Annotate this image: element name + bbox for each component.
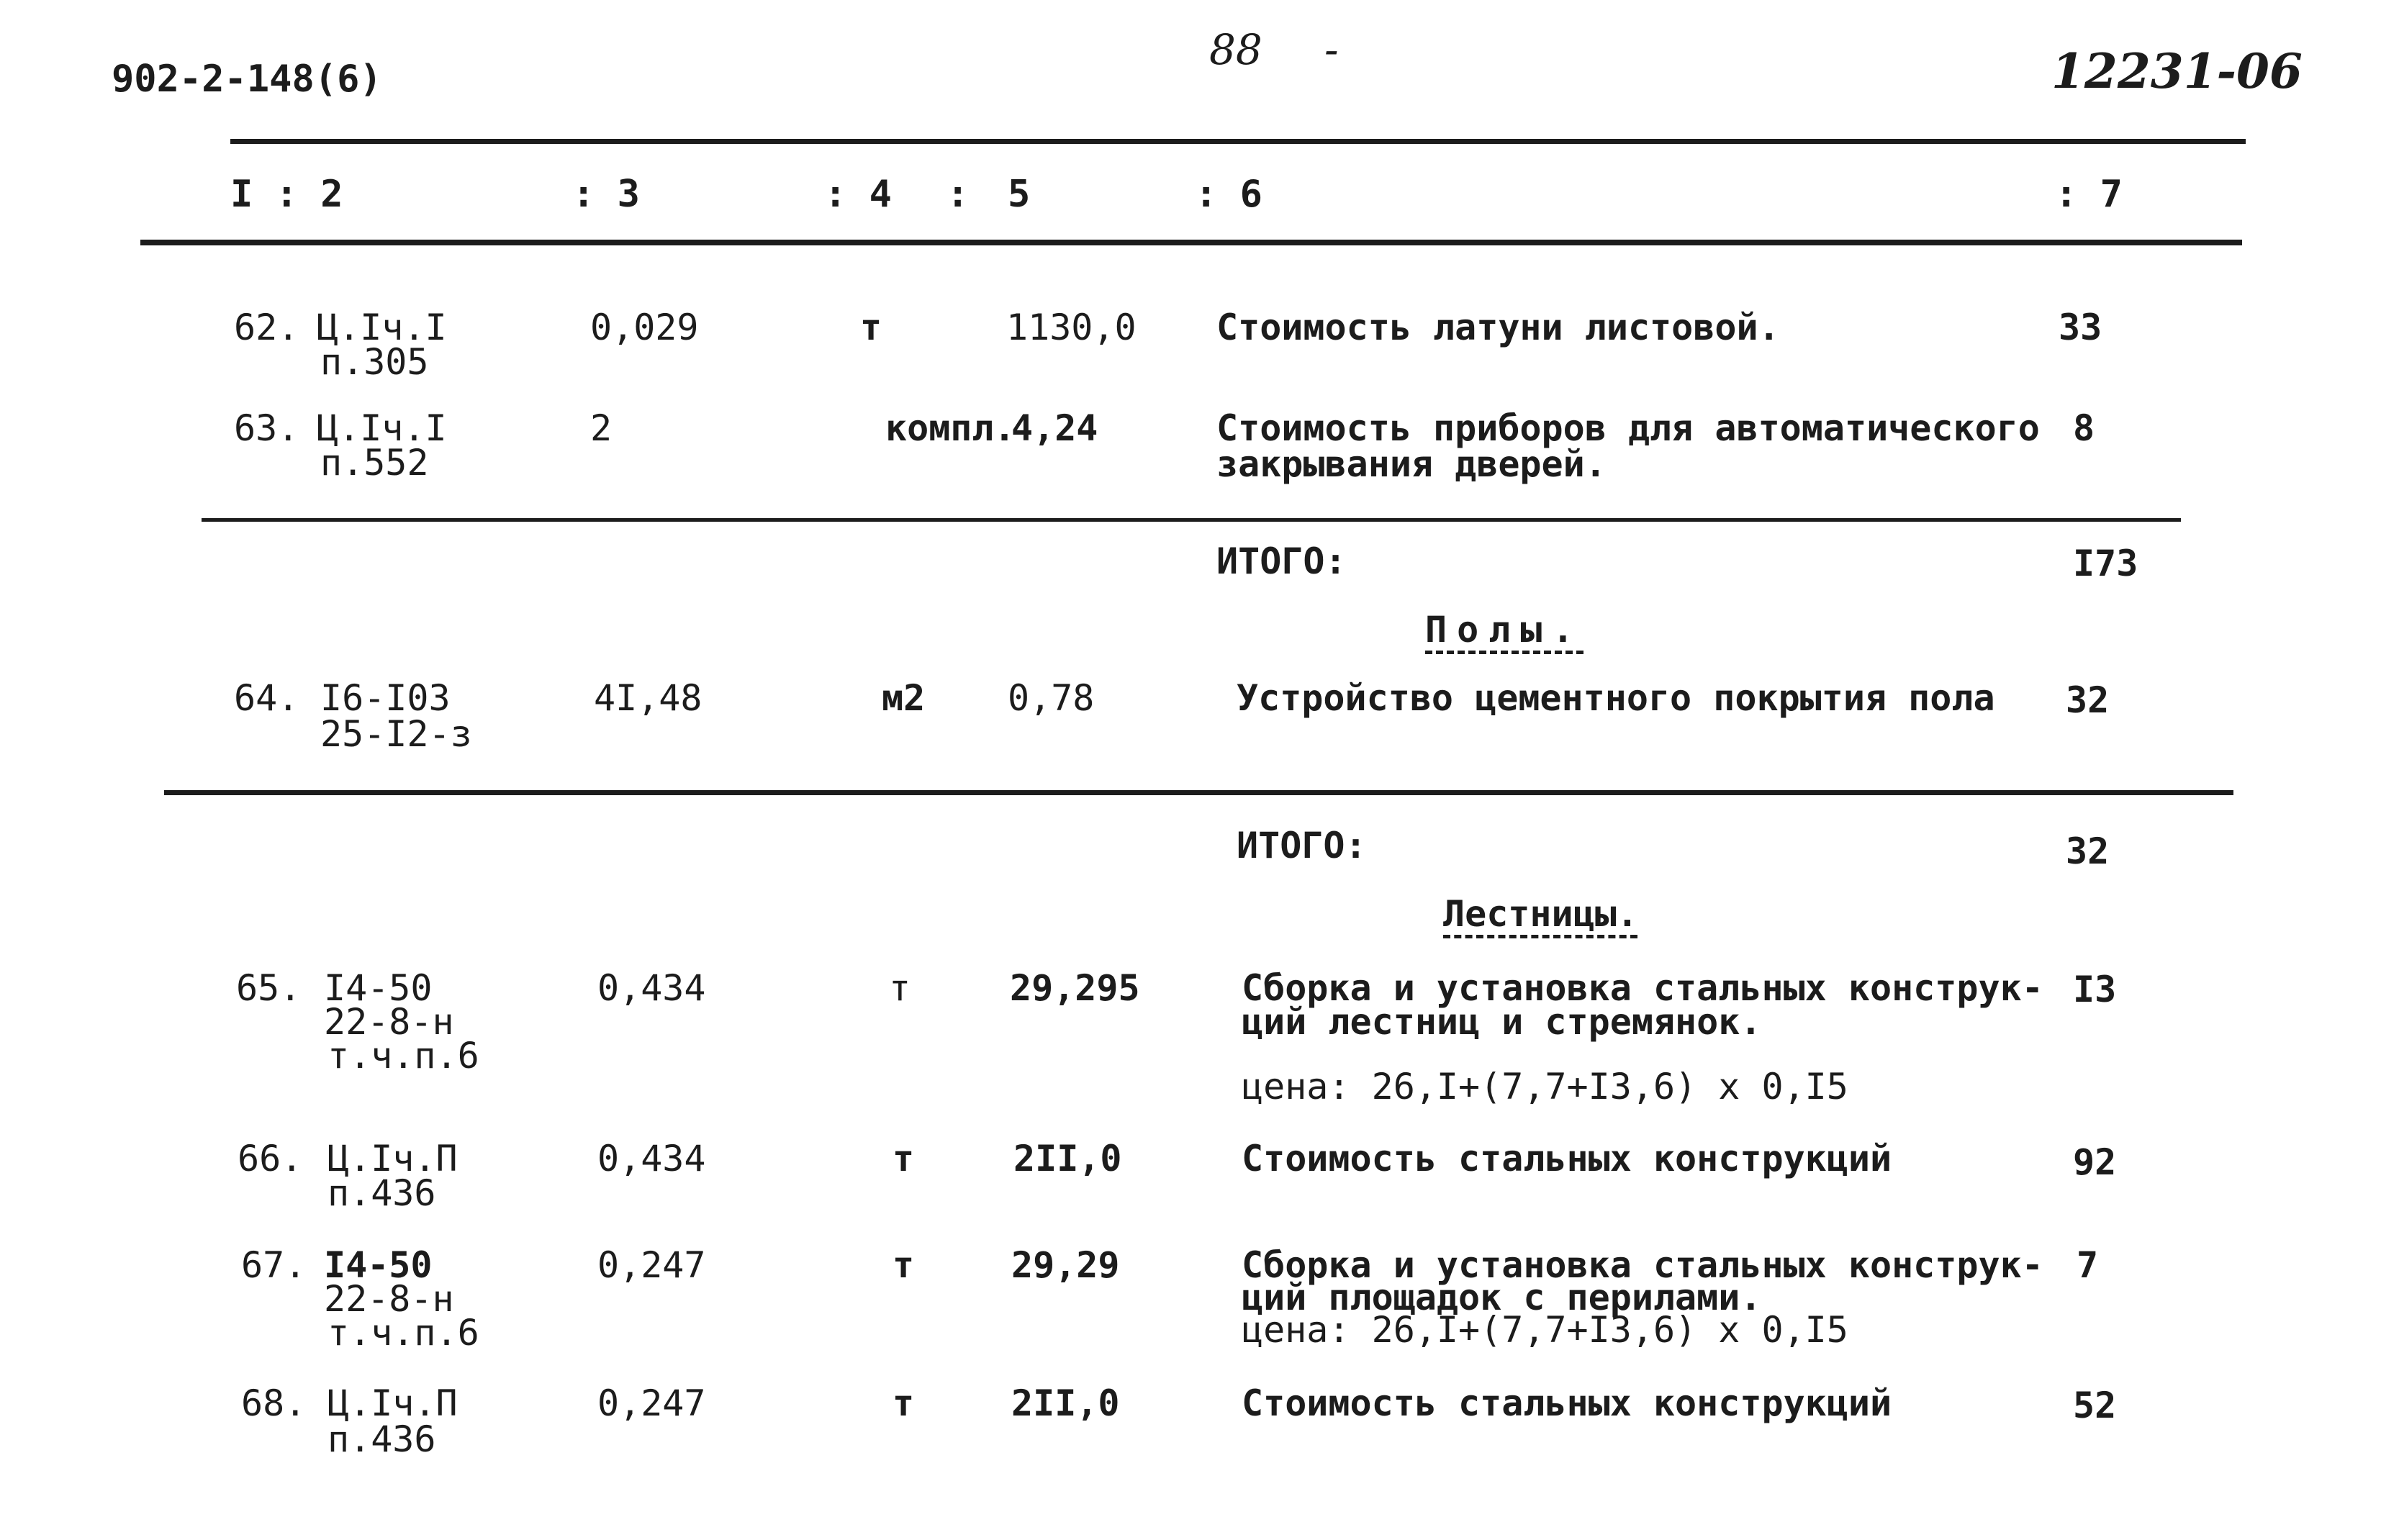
subtotal-label: ИТОГО:: [1216, 540, 1347, 582]
row-number: 68.: [241, 1382, 307, 1424]
row-code: Ц.Iч.П: [327, 1382, 458, 1424]
row-unit-price: 0,78: [1008, 677, 1095, 719]
row-code: I4-50: [324, 1244, 433, 1286]
row-code-line3: т.ч.п.6: [327, 1035, 479, 1077]
header-top-rule: [230, 139, 2246, 144]
header-bottom-rule: [140, 240, 2242, 245]
column-header-5: 5: [1008, 173, 1031, 216]
row-code: I6-I03: [320, 677, 451, 719]
row-quantity: 0,247: [597, 1244, 706, 1286]
row-unit-price: 29,29: [1011, 1244, 1120, 1286]
row-description: Стоимость стальных конструкций: [1242, 1382, 1892, 1424]
column-header-4: : 4: [824, 173, 892, 216]
row-code-line2: п.436: [327, 1418, 436, 1460]
row-total: 8: [2073, 407, 2095, 449]
column-header-2: I : 2: [230, 173, 343, 216]
row-quantity: 0,434: [597, 967, 706, 1009]
row-code-line3: т.ч.п.6: [327, 1312, 479, 1354]
row-description: Устройство цементного покрытия пола: [1237, 677, 1995, 719]
subtotal-value: 32: [2066, 830, 2110, 872]
row-description: Стоимость латуни листовой.: [1216, 307, 1780, 348]
row-quantity: 0,434: [597, 1138, 706, 1179]
row-quantity: 0,029: [590, 307, 699, 348]
document-code: 902-2-148(6): [112, 58, 382, 101]
row-description: Сборка и установка стальных конструк-: [1242, 967, 2043, 1009]
row-total: 32: [2066, 679, 2110, 721]
row-number: 62.: [234, 307, 299, 348]
subtotal-rule: [202, 518, 2181, 522]
row-unit: т: [860, 307, 882, 348]
row-unit: т: [889, 967, 911, 1009]
row-number: 67.: [241, 1244, 307, 1286]
row-total: 52: [2073, 1385, 2117, 1426]
row-quantity: 0,247: [597, 1382, 706, 1424]
row-unit: м2: [882, 677, 926, 719]
row-total: 7: [2077, 1244, 2099, 1286]
row-number: 64.: [234, 677, 299, 719]
row-code-line2: п.436: [327, 1172, 436, 1214]
column-header-3: : 3: [572, 173, 640, 216]
column-header-5-separator: :: [946, 173, 970, 216]
subtotal-value: I73: [2073, 543, 2138, 584]
page-number: 88: [1209, 25, 1262, 74]
row-total: 33: [2059, 307, 2102, 348]
row-unit-price: 29,295: [1010, 967, 1140, 1009]
section-title-stairs: Лестницы.: [1443, 893, 1638, 935]
row-code-line2: 25-I2-з: [320, 713, 472, 755]
row-code: Ц.Iч.I: [317, 407, 447, 449]
row-number: 65.: [236, 967, 302, 1009]
row-code-line2: 22-8-н: [324, 1278, 454, 1320]
row-quantity: 2: [590, 407, 613, 449]
row-number: 63.: [234, 407, 299, 449]
row-unit: т: [893, 1138, 915, 1179]
section-rule: [164, 790, 2233, 795]
row-unit: т: [893, 1244, 915, 1286]
column-header-7: : 7: [2055, 173, 2123, 216]
row-code-line2: п.305: [320, 341, 429, 383]
page-dash: -: [1324, 25, 1339, 74]
row-code-line2: п.552: [320, 442, 429, 484]
row-description-line2: ций площадок с перилами.: [1242, 1277, 1762, 1318]
row-description-line2: закрывания дверей.: [1216, 443, 1607, 485]
row-unit-price: 4,24: [1011, 407, 1098, 449]
row-code: Ц.Iч.I: [317, 307, 447, 348]
row-code: Ц.Iч.П: [327, 1138, 458, 1179]
row-description-line2: ций лестниц и стремянок.: [1242, 1001, 1762, 1043]
row-unit: т: [893, 1382, 915, 1424]
section-title-floors: Полы.: [1425, 609, 1584, 651]
row-unit-price: 2II,0: [1011, 1382, 1120, 1424]
row-description: Стоимость приборов для автоматического: [1216, 407, 2040, 449]
row-unit: компл.: [885, 407, 1016, 449]
row-number: 66.: [238, 1138, 303, 1179]
row-total: I3: [2073, 969, 2117, 1010]
column-header-6: : 6: [1195, 173, 1262, 216]
row-price-formula: цена: 26,I+(7,7+I3,6) x 0,I5: [1242, 1066, 1848, 1108]
sheet-code: 12231-06: [2051, 43, 2303, 99]
row-unit-price: 1130,0: [1006, 307, 1137, 348]
row-price-formula: цена: 26,I+(7,7+I3,6) x 0,I5: [1242, 1309, 1848, 1351]
row-code-line2: 22-8-н: [324, 1001, 454, 1043]
row-unit-price: 2II,0: [1013, 1138, 1122, 1179]
row-description: Сборка и установка стальных конструк-: [1242, 1244, 2043, 1286]
row-code: I4-50: [324, 967, 433, 1009]
subtotal-label: ИТОГО:: [1237, 825, 1367, 866]
row-total: 92: [2073, 1141, 2117, 1183]
row-quantity: 4I,48: [594, 677, 702, 719]
row-description: Стоимость стальных конструкций: [1242, 1138, 1892, 1179]
